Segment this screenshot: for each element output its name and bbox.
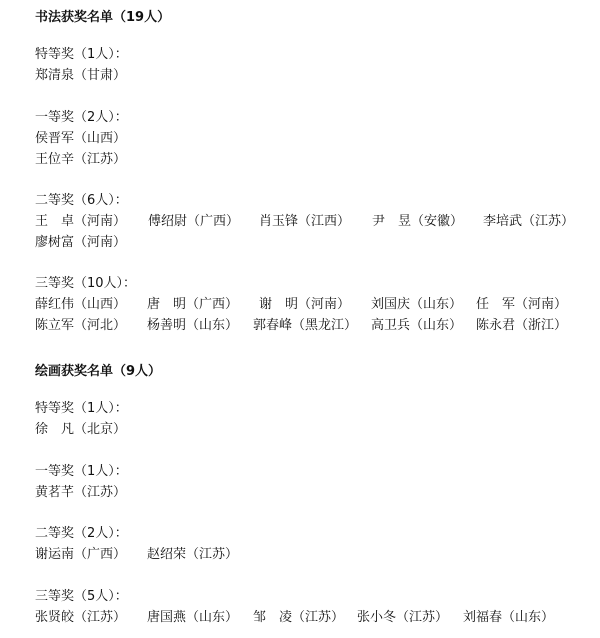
calligraphy-first-prize-row	[35, 152, 126, 168]
winner-entry: 赵绍荣（江苏）	[147, 547, 239, 562]
winner-entry: 廖树富（河南）	[35, 235, 127, 250]
painting-second-prize-label: 二等奖（2人）：	[35, 526, 128, 541]
winner-entry: 王 卓（河南）	[35, 214, 127, 229]
winner-entry: 刘福春（山东）	[463, 610, 555, 625]
winner-entry: 邹 凌（江苏）	[253, 610, 345, 625]
calligraphy-first-prize-label: 一等奖（2人）：	[35, 110, 128, 125]
winner-entry: 侯晋军（山西）	[35, 131, 127, 146]
winner-entry: 郭春峰（黑龙江）	[253, 318, 358, 333]
winner-entry: 肖玉锋（江西）	[259, 214, 351, 229]
winner-entry: 张贤皎（江苏）	[35, 610, 127, 625]
calligraphy-third-prize-label: 三等奖（10人）：	[35, 276, 137, 291]
winner-entry: 唐国燕（山东）	[147, 610, 239, 625]
winner-entry: 傅绍尉（广西）	[148, 214, 240, 229]
winner-entry: 张小冬（江苏）	[357, 610, 449, 625]
painting-special-prize-row	[35, 422, 126, 438]
calligraphy-second-prize-label: 二等奖（6人）：	[35, 193, 128, 208]
winner-entry: 徐 凡（北京）	[35, 422, 127, 437]
calligraphy-section-title: 书法获奖名单（19人）	[35, 10, 171, 25]
calligraphy-special-prize-label: 特等奖（1人）：	[35, 47, 128, 62]
painting-special-prize-label: 特等奖（1人）：	[35, 401, 128, 416]
winner-entry: 谢运南（广西）	[35, 547, 127, 562]
winner-entry: 李培武（江苏）	[483, 214, 575, 229]
calligraphy-first-prize-row	[35, 131, 126, 147]
winner-entry: 黄茗芊（江苏）	[35, 485, 127, 500]
calligraphy-second-prize-row	[35, 235, 126, 251]
winner-entry: 任 军（河南）	[476, 297, 568, 312]
winner-entry: 郑清泉（甘肃）	[35, 68, 127, 83]
winner-entry: 尹 昱（安徽）	[372, 214, 464, 229]
winner-entry: 薛红伟（山西）	[35, 297, 127, 312]
winner-entry: 王位辛（江苏）	[35, 152, 127, 167]
painting-third-prize-label: 三等奖（5人）：	[35, 589, 128, 604]
winner-entry: 刘国庆（山东）	[371, 297, 463, 312]
winner-entry: 高卫兵（山东）	[371, 318, 463, 333]
painting-first-prize-label: 一等奖（1人）：	[35, 464, 128, 479]
winner-entry: 唐 明（广西）	[147, 297, 239, 312]
winner-entry: 陈立军（河北）	[35, 318, 127, 333]
winner-entry: 陈永君（浙江）	[476, 318, 568, 333]
winner-entry: 谢 明（河南）	[259, 297, 351, 312]
winner-entry: 杨善明（山东）	[147, 318, 239, 333]
painting-first-prize-row	[35, 485, 126, 501]
calligraphy-special-prize-row	[35, 68, 126, 84]
painting-section-title: 绘画获奖名单（9人）	[35, 364, 162, 379]
